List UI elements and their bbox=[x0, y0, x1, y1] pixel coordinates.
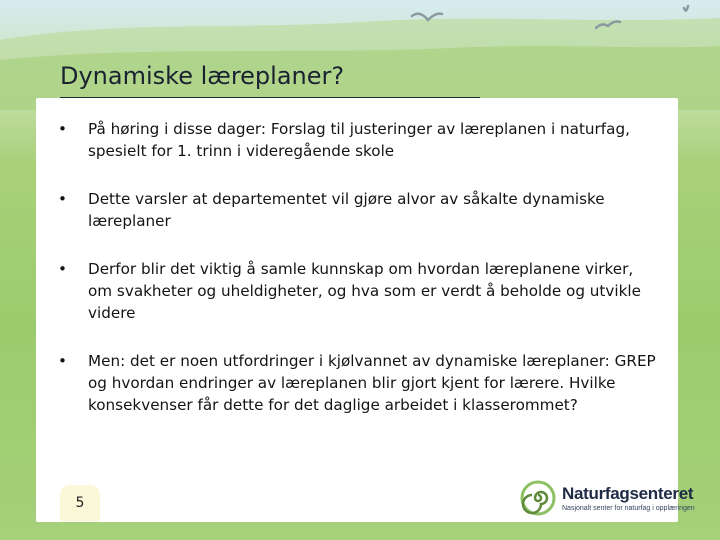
bullet-text: På høring i disse dager: Forslag til justeringer av læreplanen i naturfag, spesielt for 1. trinn i videregående skole bbox=[88, 120, 630, 160]
bullet-item bbox=[56, 258, 658, 324]
content-panel bbox=[36, 98, 678, 522]
spiral-logo-icon bbox=[520, 480, 556, 516]
bullet-item bbox=[56, 118, 658, 162]
bullet-item bbox=[56, 188, 658, 232]
bullet-dot-icon: • bbox=[58, 190, 67, 208]
logo-subtitle: Nasjonalt senter for naturfag i opplæringen bbox=[562, 505, 695, 512]
slide-title: Dynamiske læreplaner? bbox=[60, 62, 345, 90]
bullet-text: Dette varsler at departementet vil gjøre alvor av såkalte dynamiske læreplaner bbox=[88, 190, 605, 230]
bullet-dot-icon: • bbox=[58, 120, 67, 138]
bullet-item bbox=[56, 350, 658, 416]
bullet-text: Derfor blir det viktig å samle kunnskap om hvordan læreplanene virker, om svakheter og uheldigheter, og hva som er verdt å beholde og utvikle videre bbox=[88, 260, 641, 322]
naturfagsenteret-logo bbox=[520, 480, 695, 516]
bullet-dot-icon: • bbox=[58, 260, 67, 278]
logo-name: Naturfagsenteret bbox=[562, 484, 694, 503]
page-number: 5 bbox=[60, 485, 100, 521]
bullet-list bbox=[56, 118, 658, 442]
background-hills bbox=[0, 0, 720, 110]
bullet-text: Men: det er noen utfordringer i kjølvannet av dynamiske læreplaner: GREP og hvordan endringer av læreplanen blir gjort kjent for lærere. Hvilke konsekvenser får dette for det daglige arbeidet i klasserommet? bbox=[88, 352, 656, 414]
bullet-dot-icon: • bbox=[58, 352, 67, 370]
